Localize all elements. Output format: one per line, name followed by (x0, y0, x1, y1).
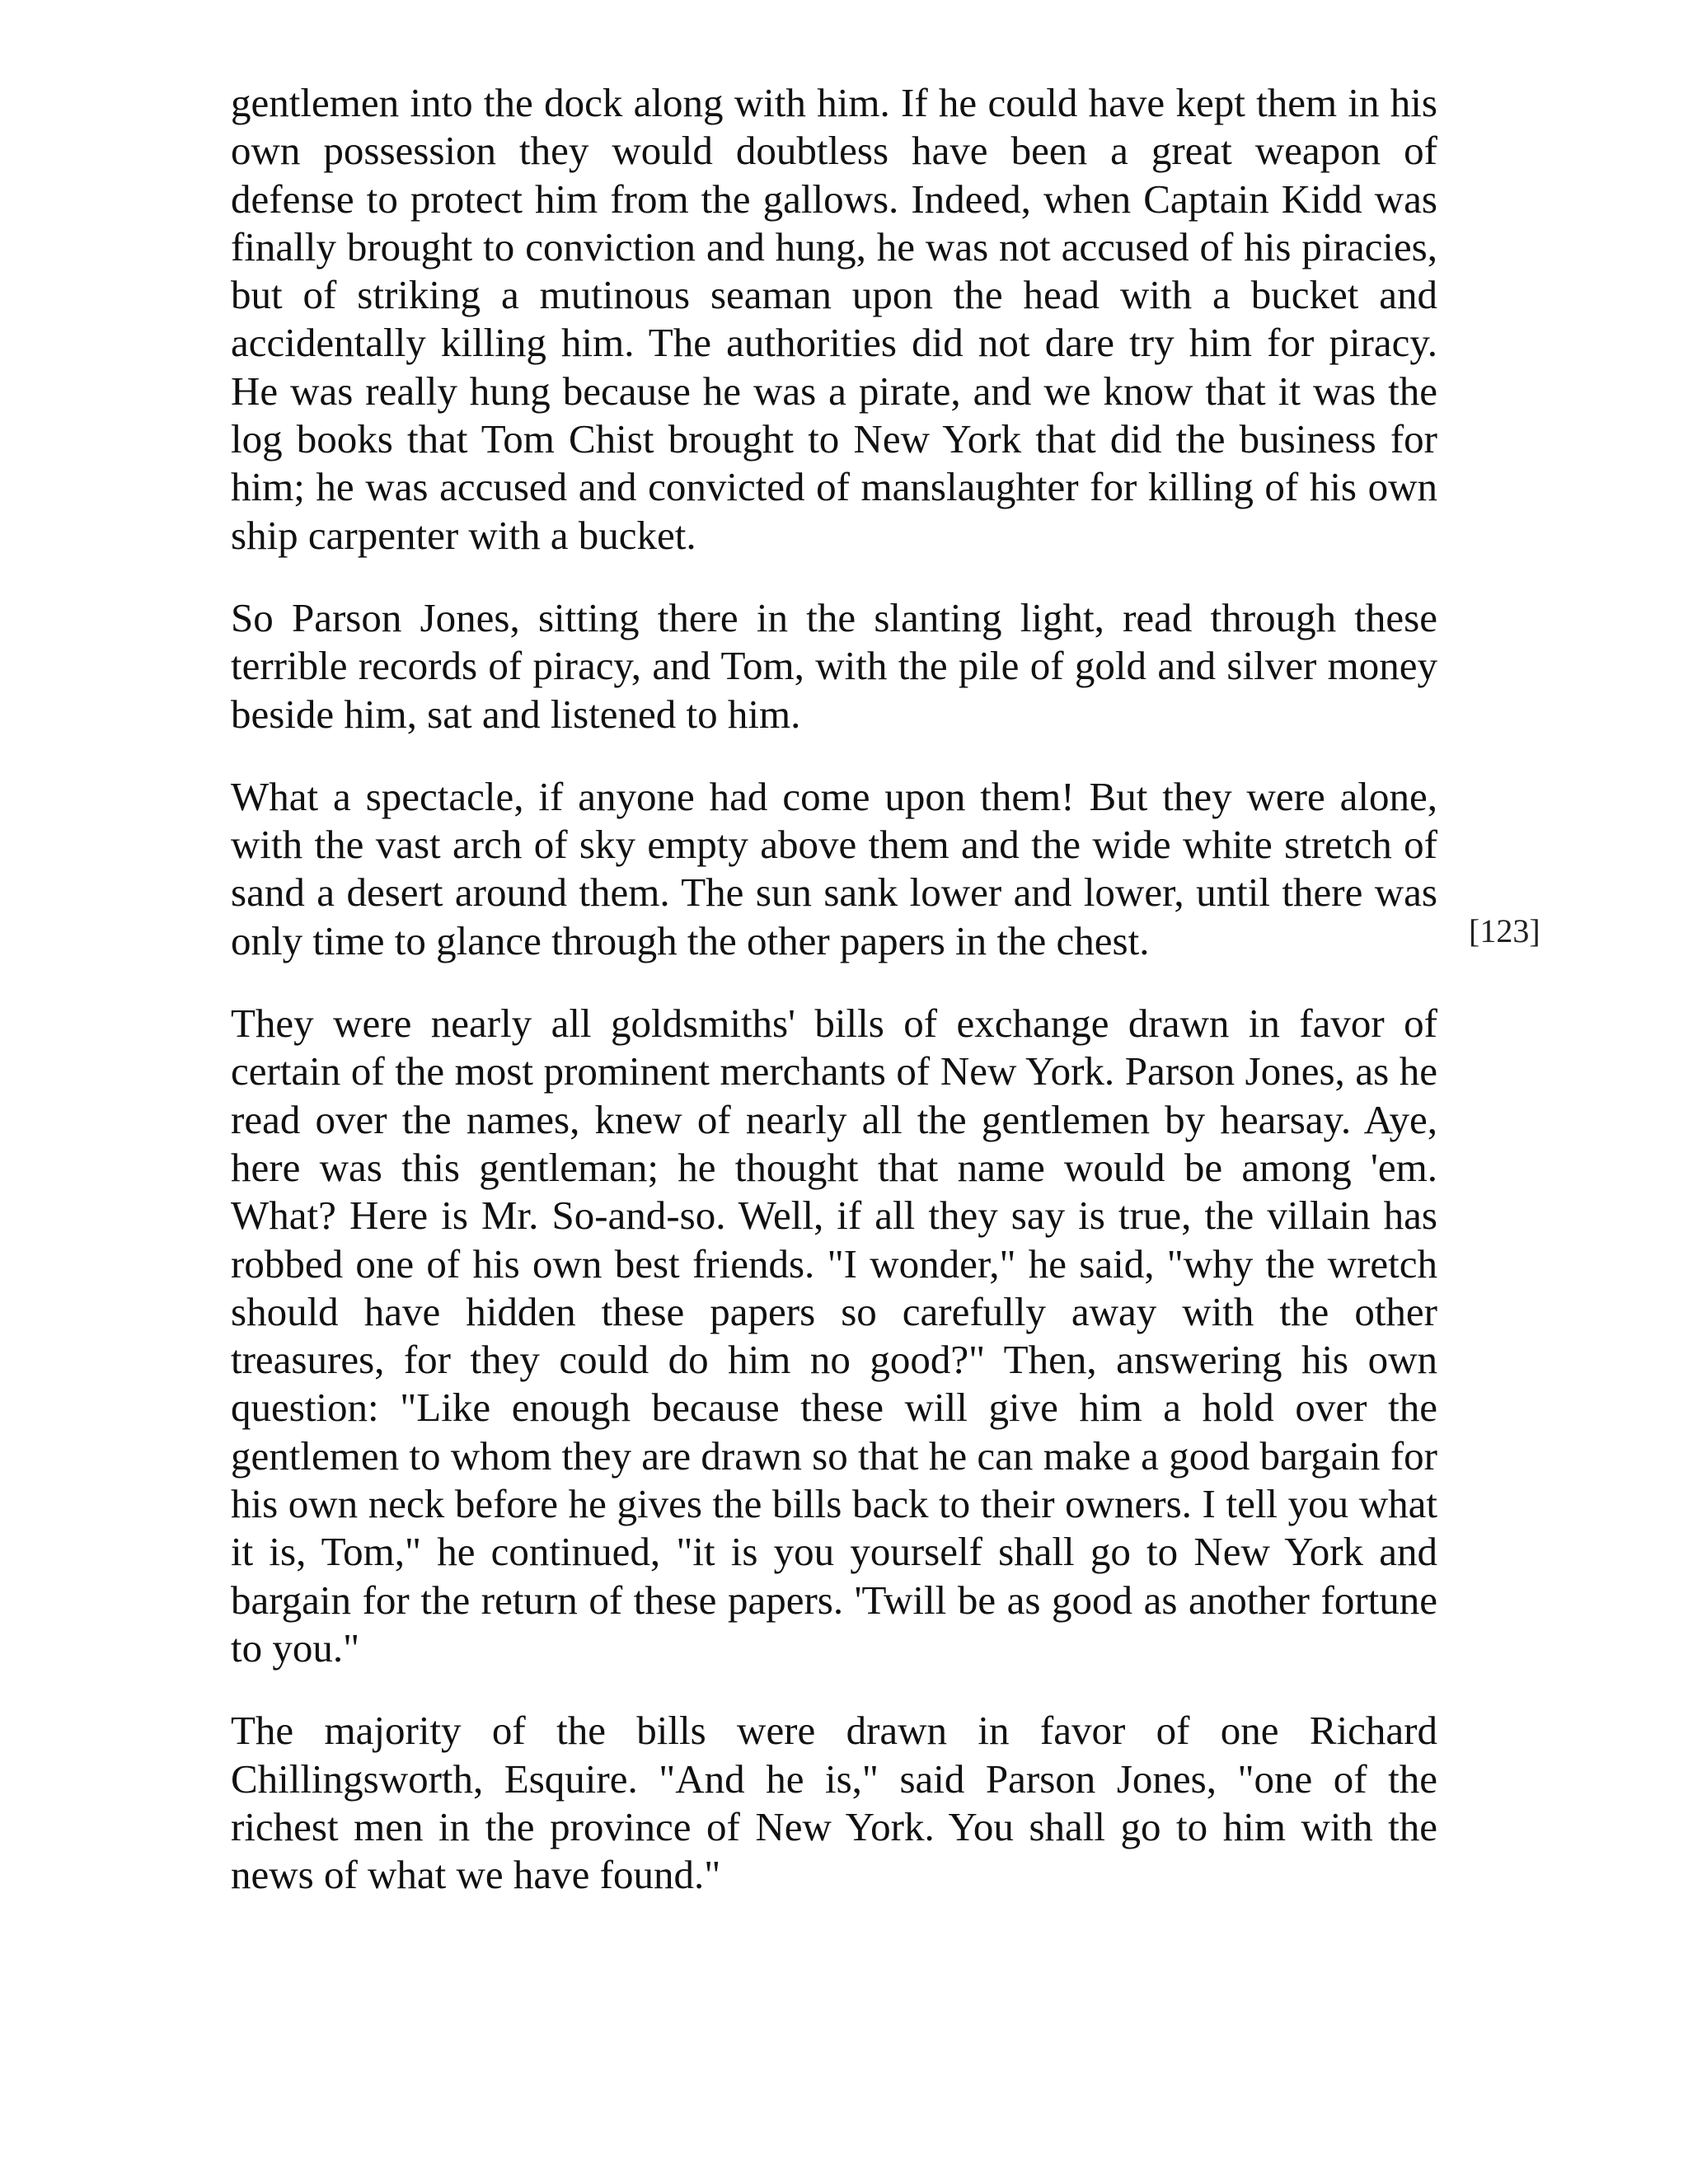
paragraph-bills-of-exchange: They were nearly all goldsmiths' bills of exchange drawn in favor of certain of the most prominent merchants of New York. Parson Jones, as he read over the names, knew of nearly all the gentlemen by hearsay. Aye, here was this gentleman; he thought that name would be among 'em. What? Here is Mr. So-and-so. Well, if all they say is true, the villain has robbed one of his own best friends. "I wonder," he said, "why the wretch should have hidden these papers so carefully away with the other treasures, for they could do him no good?" Then, answering his own question: "Like enough because these will give him a hold over the gentlemen to whom they are drawn so that he can make a good bargain for his own neck before he gives the bills back to their owners. I tell you what it is, Tom," he continued, "it is you yourself shall go to New York and bargain for the return of these papers. 'Twill be as good as another fortune to you." (231, 1001, 1437, 1671)
paragraph-parson-reads: So Parson Jones, sitting there in the slanting light, read through these terrible records of piracy, and Tom, with the pile of gold and silver money beside him, sat and listened to him. (231, 594, 1437, 737)
page-number: [123] (1469, 912, 1540, 949)
book-page-text (231, 79, 1437, 1933)
paragraph-spectacle: What a spectacle, if anyone had come upon them! But they were alone, with the vast arch of sky empty above them and the wide white stretch of sand a desert around them. The sun sank lower and lower, until there was only time to glance through the other papers in the chest. (231, 773, 1437, 963)
paragraph-kidd-trial: gentlemen into the dock along with him. If he could have kept them in his own possession they would doubtless have been a great weapon of defense to protect him from the gallows. Indeed, when Captain Kidd was finally brought to conviction and hung, he was not accused of his piracies, but of striking a mutinous seaman upon the head with a bucket and accidentally killing him. The authorities did not dare try him for piracy. He was really hung because he was a pirate, and we know that it was the log books that Tom Chist brought to New York that did the business for him; he was accused and convicted of manslaughter for killing of his own ship carpenter with a bucket. (231, 80, 1437, 558)
paragraph-chillingsworth: The majority of the bills were drawn in favor of one Richard Chillingsworth, Esquire. "And he is," said Parson Jones, "one of the richest men in the province of New York. You shall go to him with the news of what we have found." (231, 1708, 1437, 1898)
